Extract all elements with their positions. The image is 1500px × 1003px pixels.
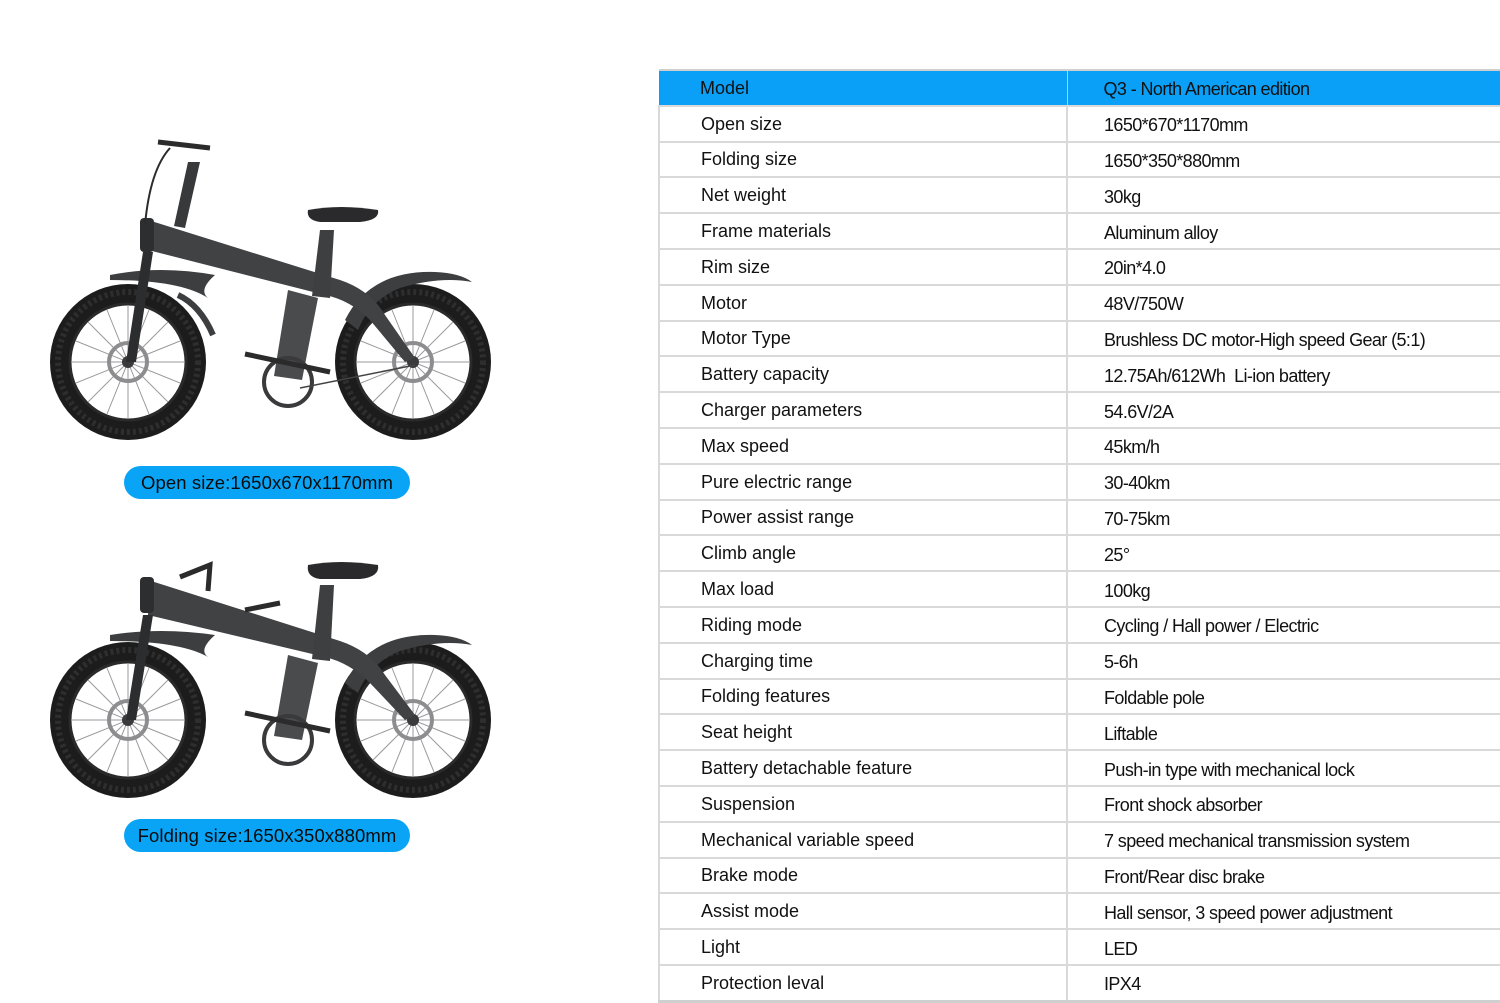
spec-key: Seat height	[659, 714, 1067, 750]
spec-key: Power assist range	[659, 500, 1067, 536]
spec-row-rim-size	[659, 249, 1500, 285]
spec-value: Push-in type with mechanical lock	[1067, 750, 1500, 786]
spec-row-light	[659, 929, 1500, 965]
spec-row-motor	[659, 285, 1500, 321]
spec-value: Foldable pole	[1067, 679, 1500, 715]
spec-value: LED	[1067, 929, 1500, 965]
spec-key: Assist mode	[659, 893, 1067, 929]
spec-row-assist-mode	[659, 893, 1500, 929]
open-size-label: Open size:1650x670x1170mm	[124, 466, 410, 499]
spec-value: Front shock absorber	[1067, 786, 1500, 822]
spec-row-frame-materials	[659, 213, 1500, 249]
spec-row-battery-capacity	[659, 356, 1500, 392]
spec-key: Brake mode	[659, 858, 1067, 894]
spec-header-key: Model	[659, 70, 1067, 106]
spec-key: Motor Type	[659, 321, 1067, 357]
spec-row-charging-time	[659, 643, 1500, 679]
spec-value: 1650*670*1170mm	[1067, 106, 1500, 142]
spec-value: 12.75Ah/612Wh Li-ion battery	[1067, 356, 1500, 392]
spec-value: 20in*4.0	[1067, 249, 1500, 285]
spec-row-power-assist-range	[659, 500, 1500, 536]
spec-key: Frame materials	[659, 213, 1067, 249]
spec-table	[658, 69, 1500, 1003]
spec-key: Suspension	[659, 786, 1067, 822]
spec-key: Protection leval	[659, 965, 1067, 1001]
spec-value: 70-75km	[1067, 500, 1500, 536]
spec-key: Max speed	[659, 428, 1067, 464]
spec-key: Folding size	[659, 142, 1067, 178]
spec-row-folding-size	[659, 142, 1500, 178]
spec-value: Brushless DC motor-High speed Gear (5:1)	[1067, 321, 1500, 357]
folded-bike-image	[40, 555, 510, 810]
spec-row-motor-type	[659, 321, 1500, 357]
spec-row-protection-level	[659, 965, 1500, 1001]
spec-key: Pure electric range	[659, 464, 1067, 500]
spec-value: Liftable	[1067, 714, 1500, 750]
spec-value: 45km/h	[1067, 428, 1500, 464]
spec-value: Front/Rear disc brake	[1067, 858, 1500, 894]
spec-row-charger-parameters	[659, 392, 1500, 428]
spec-value: Hall sensor, 3 speed power adjustment	[1067, 893, 1500, 929]
spec-key: Charger parameters	[659, 392, 1067, 428]
spec-key: Battery detachable feature	[659, 750, 1067, 786]
spec-row-net-weight	[659, 177, 1500, 213]
spec-row-suspension	[659, 786, 1500, 822]
spec-row-max-speed	[659, 428, 1500, 464]
spec-key: Mechanical variable speed	[659, 822, 1067, 858]
spec-header-value: Q3 - North American edition	[1067, 70, 1500, 106]
spec-row-riding-mode	[659, 607, 1500, 643]
spec-row-seat-height	[659, 714, 1500, 750]
spec-value: 54.6V/2A	[1067, 392, 1500, 428]
spec-key: Charging time	[659, 643, 1067, 679]
spec-row-battery-detachable	[659, 750, 1500, 786]
spec-value: Cycling / Hall power / Electric	[1067, 607, 1500, 643]
spec-key: Riding mode	[659, 607, 1067, 643]
spec-value: IPX4	[1067, 965, 1500, 1001]
spec-value: 1650*350*880mm	[1067, 142, 1500, 178]
spec-key: Max load	[659, 571, 1067, 607]
spec-row-brake-mode	[659, 858, 1500, 894]
folding-size-label: Folding size:1650x350x880mm	[124, 819, 410, 852]
spec-header-row	[659, 70, 1500, 106]
spec-value: 7 speed mechanical transmission system	[1067, 822, 1500, 858]
spec-key: Light	[659, 929, 1067, 965]
spec-row-climb-angle	[659, 535, 1500, 571]
spec-row-open-size	[659, 106, 1500, 142]
spec-row-max-load	[659, 571, 1500, 607]
spec-key: Rim size	[659, 249, 1067, 285]
spec-value: 30-40km	[1067, 464, 1500, 500]
spec-value: 25°	[1067, 535, 1500, 571]
spec-value: Aluminum alloy	[1067, 213, 1500, 249]
spec-row-mechanical-variable-speed	[659, 822, 1500, 858]
spec-key: Battery capacity	[659, 356, 1067, 392]
spec-value: 5-6h	[1067, 643, 1500, 679]
spec-row-folding-features	[659, 679, 1500, 715]
spec-key: Motor	[659, 285, 1067, 321]
spec-value: 30kg	[1067, 177, 1500, 213]
spec-value: 48V/750W	[1067, 285, 1500, 321]
spec-key: Net weight	[659, 177, 1067, 213]
open-bike-image	[40, 130, 510, 450]
spec-key: Climb angle	[659, 535, 1067, 571]
spec-key: Open size	[659, 106, 1067, 142]
spec-key: Folding features	[659, 679, 1067, 715]
spec-value: 100kg	[1067, 571, 1500, 607]
e-bike-folded-icon	[40, 555, 510, 810]
e-bike-open-icon	[40, 130, 510, 450]
spec-row-pure-electric-range	[659, 464, 1500, 500]
